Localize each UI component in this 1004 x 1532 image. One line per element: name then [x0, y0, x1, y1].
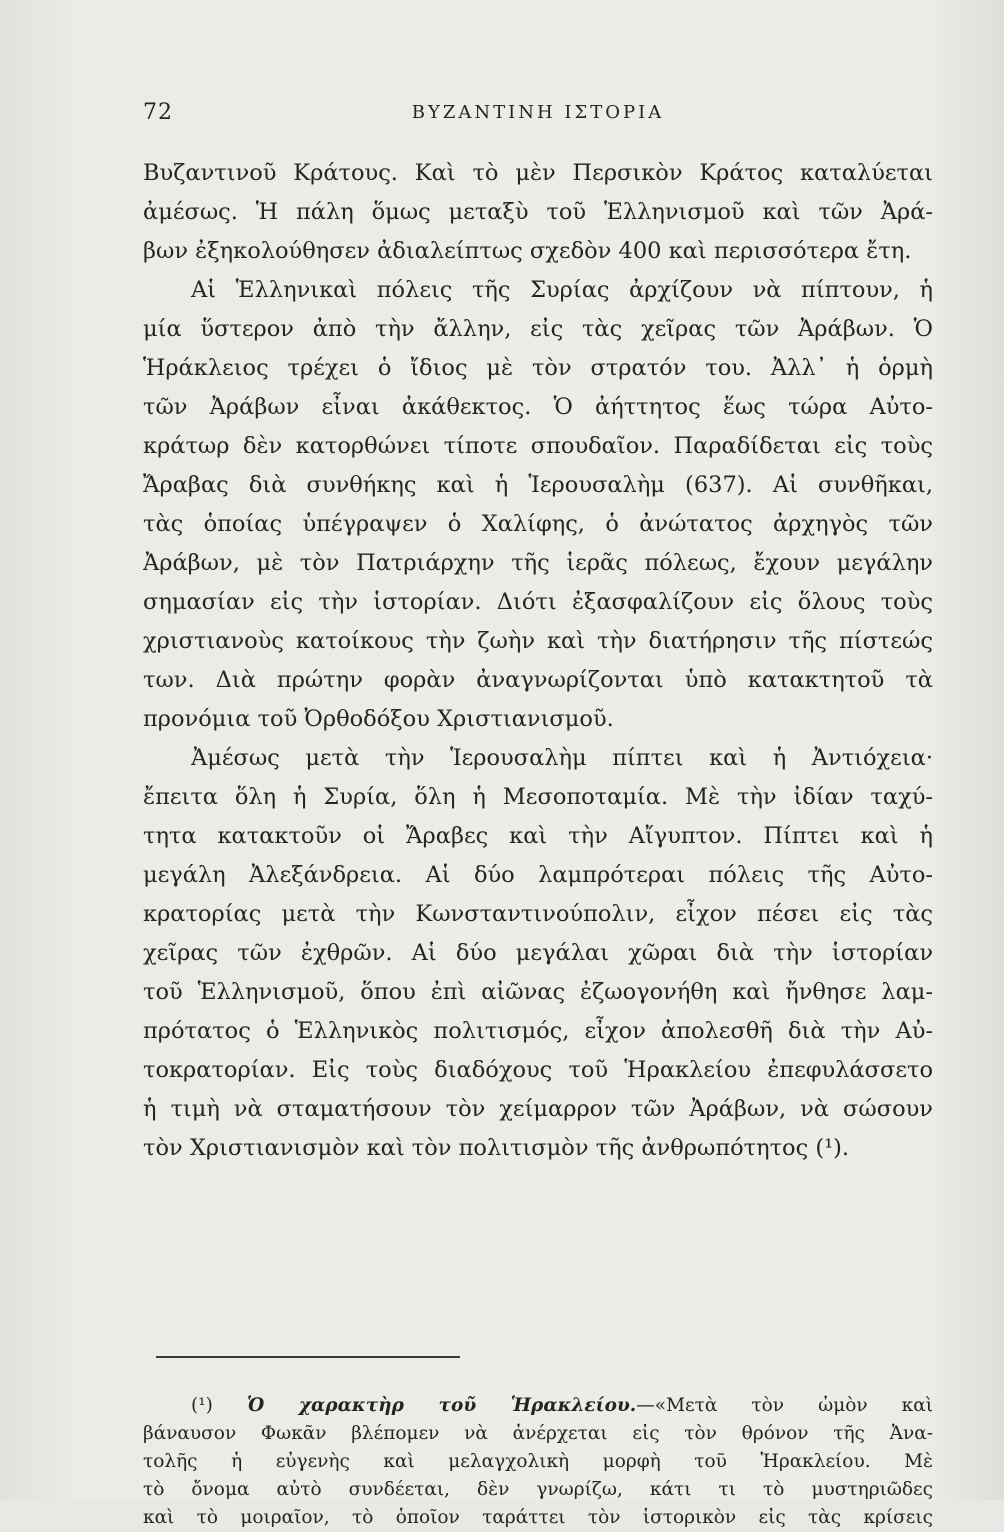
footnote-text: —«Μετὰ τὸν ὠμὸν καὶ [636, 1395, 933, 1416]
text-line: μεγάλη Ἀλεξάνδρεια. Αἱ δύο λαμπρότεραι πόλεις τῆς Αὐτο- [143, 862, 933, 888]
main-text [143, 154, 933, 1168]
text-line: Ἀράβων, μὲ τὸν Πατριάρχην τῆς ἱερᾶς πόλεως, ἔχουν μεγάλην [143, 550, 933, 576]
text-line: τὸν Χριστιανισμὸν καὶ τὸν πολιτισμὸν τῆς ἀνθρωπότητος (¹). [143, 1135, 850, 1161]
text-line: χριστιανοὺς κατοίκους τὴν ζωὴν καὶ τὴν διατήρησιν τῆς πίστεώς [143, 628, 933, 654]
running-head: ΒΥΖΑΝΤΙΝΗ ΙΣΤΟΡΙΑ [411, 102, 665, 123]
footnote-line: τολῆς ἡ εὐγενὴς καὶ μελαγχολικὴ μορφὴ τοῦ Ἡρακλείου. Μὲ [143, 1451, 933, 1472]
footnote-title: Ὁ χαρακτὴρ τοῦ Ἡρακλείου. [246, 1395, 637, 1416]
footnote-divider [156, 1356, 460, 1358]
text-line: προνόμια τοῦ Ὀρθοδόξου Χριστιανισμοῦ. [143, 706, 614, 732]
text-line: Ἡράκλειος τρέχει ὁ ἴδιος μὲ τὸν στρατόν του. Ἀλλ᾽ ἡ ὁρμὴ [143, 355, 933, 381]
footnote-line: καὶ τὸ μοιραῖον, τὸ ὁποῖον ταράττει τὸν ἱστορικὸν εἰς τὰς κρίσεις [143, 1507, 933, 1528]
page-header [143, 100, 933, 134]
text-line: Αἱ Ἑλληνικαὶ πόλεις τῆς Συρίας ἀρχίζουν νὰ πίπτουν, ἡ [191, 277, 933, 303]
footnote-first-line [143, 1392, 933, 1420]
text-line: ἔπειτα ὅλη ἡ Συρία, ὅλη ἡ Μεσοποταμία. Μὲ τὴν ἰδίαν ταχύ- [143, 784, 933, 810]
text-line: Ἀμέσως μετὰ τὴν Ἱερουσαλὴμ πίπτει καὶ ἡ Ἀντιόχεια· [191, 745, 933, 771]
footnote-line: βάναυσον Φωκᾶν βλέπομεν νὰ ἀνέρχεται εἰς τὸν θρόνον τῆς Ἀνα- [143, 1423, 933, 1444]
text-line: μία ὕστερον ἀπὸ τὴν ἄλλην, εἰς τὰς χεῖρας τῶν Ἀράβων. Ὁ [143, 316, 933, 342]
text-line: τῶν Ἀράβων εἶναι ἀκάθεκτος. Ὁ ἀήττητος ἕως τώρα Αὐτο- [143, 394, 933, 420]
footnote [143, 1392, 933, 1532]
text-line: τοκρατορίαν. Εἰς τοὺς διαδόχους τοῦ Ἡρακλείου ἐπεφυλάσσετο [143, 1057, 933, 1083]
text-line: χεῖρας τῶν ἐχθρῶν. Αἱ δύο μεγάλαι χῶραι διὰ τὴν ἱστορίαν [143, 940, 933, 966]
footnote-line: τὸ ὄνομα αὐτὸ συνδέεται, δὲν γνωρίζω, κάτι τι τὸ μυστηριῶδες [143, 1479, 933, 1500]
text-line: κράτωρ δὲν κατορθώνει τίποτε σπουδαῖον. Παραδίδεται εἰς τοὺς [143, 433, 933, 459]
page-number: 72 [143, 100, 173, 125]
text-line: ἀμέσως. Ἡ πάλη ὅμως μεταξὺ τοῦ Ἑλληνισμοῦ καὶ τῶν Ἀρά- [143, 199, 933, 225]
text-line: κρατορίας μετὰ τὴν Κωνσταντινούπολιν, εἶχον πέσει εἰς τὰς [143, 901, 933, 927]
text-line: βων ἐξηκολούθησεν ἀδιαλείπτως σχεδὸν 400 καὶ περισσότερα ἔτη. [143, 238, 912, 264]
text-line: τὰς ὁποίας ὑπέγραψεν ὁ Χαλίφης, ὁ ἀνώτατος ἀρχηγὸς τῶν [143, 511, 933, 537]
text-line: σημασίαν εἰς τὴν ἱστορίαν. Διότι ἐξασφαλίζουν εἰς ὅλους τοὺς [143, 589, 933, 615]
text-line: τητα κατακτοῦν οἱ Ἄραβες καὶ τὴν Αἴγυπτον. Πίπτει καὶ ἡ [143, 823, 933, 849]
text-line: ἡ τιμὴ νὰ σταματήσουν τὸν χείμαρρον τῶν Ἀράβων, νὰ σώσουν [143, 1096, 933, 1122]
footnote-marker: (¹) [191, 1395, 213, 1416]
text-line: Βυζαντινοῦ Κράτους. Καὶ τὸ μὲν Περσικὸν Κράτος καταλύεται [143, 160, 933, 186]
text-line: πρότατος ὁ Ἑλληνικὸς πολιτισμός, εἶχον ἀπολεσθῆ διὰ τὴν Αὐ- [143, 1018, 933, 1044]
text-line: Ἄραβας διὰ συνθήκης καὶ ἡ Ἱερουσαλὴμ (637). Αἱ συνθῆκαι, [143, 472, 933, 498]
text-line: τοῦ Ἑλληνισμοῦ, ὅπου ἐπὶ αἰῶνας ἐζωογονήθη καὶ ἤνθησε λαμ- [143, 979, 933, 1005]
text-line: των. Διὰ πρώτην φορὰν ἀναγνωρίζονται ὑπὸ κατακτητοῦ τὰ [143, 667, 933, 693]
